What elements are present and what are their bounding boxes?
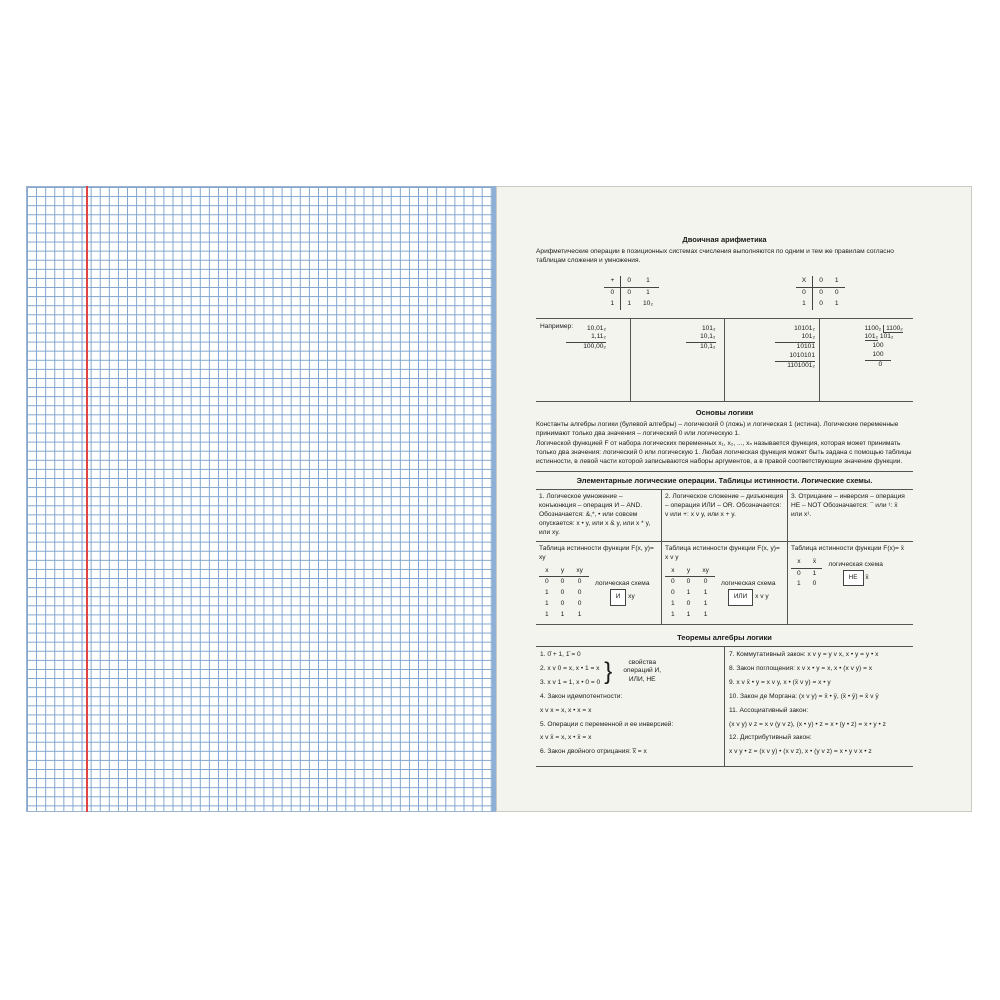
tt-cell: 0 [577, 578, 582, 586]
theorem: 5. Операции с переменной и ее инверсией: [540, 720, 674, 728]
or-block [662, 542, 788, 624]
theorem: 7. Коммутативный закон: x v y = y v x, x • y = y • x [729, 651, 879, 659]
sub-column [686, 325, 716, 353]
theorem: x v x̄ = x, x • x̄ = x [540, 734, 592, 742]
tt-cell: 0 [560, 600, 565, 608]
cell: 1 [627, 299, 631, 307]
tt-cell: x [539, 566, 555, 577]
tt-cell: 1 [686, 611, 691, 619]
operand: 10101₂ [794, 324, 815, 332]
theorem: x v x = x, x • x = x [540, 706, 592, 714]
tt-cell: 1 [545, 611, 549, 619]
tt-cell: 1 [560, 611, 565, 619]
tt-cell: xy [570, 566, 589, 577]
tt-cell: 1 [577, 611, 582, 619]
example-label: Например: [540, 322, 574, 330]
examples-row [536, 318, 913, 402]
tt-cell: y [681, 566, 697, 577]
tt-label: Таблица истинности функции F(x)= x̄ [791, 544, 904, 552]
scheme-label: логическая схема [828, 560, 883, 568]
tt-cell: 0 [671, 578, 675, 586]
scheme-label: логическая схема [720, 580, 776, 588]
tt-cell: 1 [703, 589, 708, 597]
brace: } [604, 657, 613, 685]
dividend: 1100₂ [864, 324, 882, 332]
tt-cell: 1 [812, 569, 817, 577]
gate-output: x̄ [865, 573, 869, 581]
brace-note: свойства операций И, ИЛИ, НЕ [623, 658, 662, 684]
remainder: 100 [872, 342, 884, 350]
not-description: 3. Отрицание – инверсия – операция НЕ – NOT Обозначается: ¯ или ¹: x̄ или x¹. [791, 493, 905, 519]
tt-cell: 0 [703, 578, 708, 586]
theorem: 3. x v 1 = 1, x • 0 = 0 [540, 678, 601, 686]
cell: 0 [796, 287, 813, 298]
example-mul [725, 319, 820, 401]
tt-cell: 1 [797, 580, 801, 588]
tt-cell: x̄ [807, 557, 823, 568]
theorem: x v y • z = (x v y) • (x v z), x • (y v z) = x • y v x • z [729, 748, 872, 756]
logic-p2: Логической функцией F от набора логических переменных x₁, x₂, ..., xₙ называется функция, которая может принимать только два значения: логический 0 или логическую 1. Любая логическая функция может быть задана с помощью таблицы истинности, в левой части которой записываются наборы аргументов, а в правой соответствующие значение функции. [536, 440, 912, 466]
and-block [536, 542, 662, 624]
partial: 1010101 [775, 352, 815, 362]
tt-cell: 0 [686, 578, 691, 586]
ops-title: Элементарные логические операции. Таблицы истинности. Логические схемы. [576, 476, 873, 486]
tt-cell: 1 [703, 600, 708, 608]
not-block [788, 542, 913, 624]
binary-intro: Арифметические операции в позиционных системах счисления выполняются по одним и тем же правилам согласно таблицам сложения и умножения. [536, 248, 894, 265]
tt-cell: 1 [671, 600, 675, 608]
tt-cell: x [665, 566, 681, 577]
or-truth-table [665, 566, 715, 621]
scheme-label: логическая схема [594, 580, 650, 588]
cell: 0 [819, 299, 823, 307]
theorem: (x v y) v z = x v (y v z), (x • y) • z = x • (y • z) = x • y • z [729, 720, 886, 728]
tt-cell: 0 [560, 589, 565, 597]
logic-title: Основы логики [695, 407, 754, 417]
not-scheme [828, 561, 883, 587]
tt-cell: y [555, 566, 571, 577]
tt-label: Таблица истинности функции F(x, y)= x v y [665, 544, 780, 561]
add-column [566, 325, 606, 353]
subtrahend: 101₂ [864, 333, 879, 341]
tt-cell: 1 [671, 611, 675, 619]
tt-cell: 1 [545, 589, 549, 597]
example-div [820, 319, 914, 401]
cell: 0 [627, 288, 631, 296]
and-scheme [595, 580, 650, 606]
arith-tables [536, 276, 913, 310]
addition-table [604, 276, 658, 310]
result: 0 [878, 361, 883, 369]
theorem: 10. Закон де Моргана: (x v y) = x̄ • ȳ, (x̄ • ȳ) = x̄ v ȳ [729, 692, 879, 700]
example-add [536, 319, 631, 401]
result: 100,00₂ [583, 343, 606, 351]
tt-cell: 1 [545, 600, 549, 608]
tt-cell: 1 [686, 589, 691, 597]
theorems-right [725, 647, 913, 766]
operand: 101₂ [701, 324, 716, 332]
cell: X [796, 276, 813, 287]
tt-cell: 0 [671, 589, 675, 597]
cell: 1 [796, 299, 813, 310]
and-description: 1. Логическое умножение – конъюнкция – операция И – AND. Обозначается: &,*, • или совсем опускается: x • y, или x & y, или x * y, или xy. [536, 490, 662, 540]
cell: 0 [834, 288, 839, 296]
theorem: 8. Закон поглощения: x v x • y = x, x • (x v y) = x [729, 664, 873, 672]
logic-p1: Константы алгебры логики (булевой алгебры) – логический 0 (ложь) и логическая 1 (истина). Логические переменные принимают только два значения – логический 0 или логическую 1. [536, 420, 899, 437]
cell: 1 [646, 288, 650, 296]
tt-cell: 0 [577, 589, 582, 597]
gate-output: xy [628, 593, 635, 601]
tt-cell: 0 [812, 580, 817, 588]
theorems-left [536, 647, 725, 766]
cell: 0 [813, 276, 829, 287]
cell: 1 [834, 299, 839, 307]
tt-label: Таблица истинности функции F(x, y)= xy [539, 544, 654, 561]
cell: 0 [604, 287, 620, 298]
cell: 0 [819, 288, 823, 296]
binary-title: Двоичная арифметика [682, 235, 767, 244]
tt-cell: xy [696, 566, 715, 577]
divisor: 1100₂ [883, 325, 903, 333]
tt-cell: 0 [577, 600, 582, 608]
mul-column [775, 325, 815, 371]
theorem: 9. x v x̄ • y = x v y, x • (x̄ v y) = x • y [729, 678, 831, 686]
cell: 1 [604, 299, 620, 310]
theorems-body [536, 646, 913, 767]
ops-truth-tables [536, 542, 913, 625]
or-gate: ИЛИ [728, 589, 753, 606]
grid-page [26, 186, 494, 812]
tt-cell: 1 [703, 611, 708, 619]
cell: 10₂ [642, 299, 653, 307]
theorems-title: Теоремы алгебры логики [677, 632, 772, 642]
cell: 0 [621, 276, 637, 287]
reference-content [536, 233, 913, 767]
subtrahend: 100 [865, 351, 891, 361]
or-scheme [721, 580, 776, 606]
result: 10,1₂ [700, 343, 716, 351]
or-description: 2. Логическое сложение – дизъюнкция – операция ИЛИ – OR. Обозначается: v или +: x v y, или x + y. [662, 490, 788, 540]
result: 1101001₂ [787, 362, 815, 370]
not-truth-table [791, 557, 822, 591]
theorem: 6. Закон двойного отрицания: x̿ = x [540, 748, 647, 756]
theorem: 11. Ассоциативный закон: [729, 706, 809, 714]
operand: 101₂ [775, 333, 815, 343]
and-truth-table [539, 566, 589, 621]
multiplication-table [796, 276, 845, 310]
cell: 1 [829, 276, 845, 287]
theorem: 12. Дистрибутивный закон: [729, 734, 812, 742]
margin-line [86, 186, 88, 812]
tt-cell: 0 [686, 600, 691, 608]
tt-cell: x [791, 557, 807, 568]
and-gate: И [610, 589, 627, 606]
ops-descriptions [536, 489, 913, 541]
tt-cell: 0 [545, 578, 549, 586]
tt-cell: 0 [560, 578, 565, 586]
quotient: 101₂ [879, 333, 894, 341]
theorem: 4. Закон идемпотентности: [540, 692, 623, 700]
operand: 1,11₂ [566, 333, 606, 343]
theorem: 2. x v 0 = x, x • 1 = x [540, 664, 600, 672]
example-sub [631, 319, 726, 401]
div-column [865, 325, 935, 370]
theorem: 1. 0̄ + 1, 1̄ = 0 [540, 651, 581, 659]
tt-cell: 0 [797, 569, 801, 577]
gate-output: x v y [755, 593, 769, 601]
operand: 10,01₂ [586, 324, 606, 332]
cell: + [604, 276, 620, 287]
not-gate: НЕ [843, 570, 864, 587]
operand: 10,1₂ [686, 333, 716, 343]
cell: 1 [637, 276, 659, 287]
partial: 10101 [796, 343, 815, 351]
